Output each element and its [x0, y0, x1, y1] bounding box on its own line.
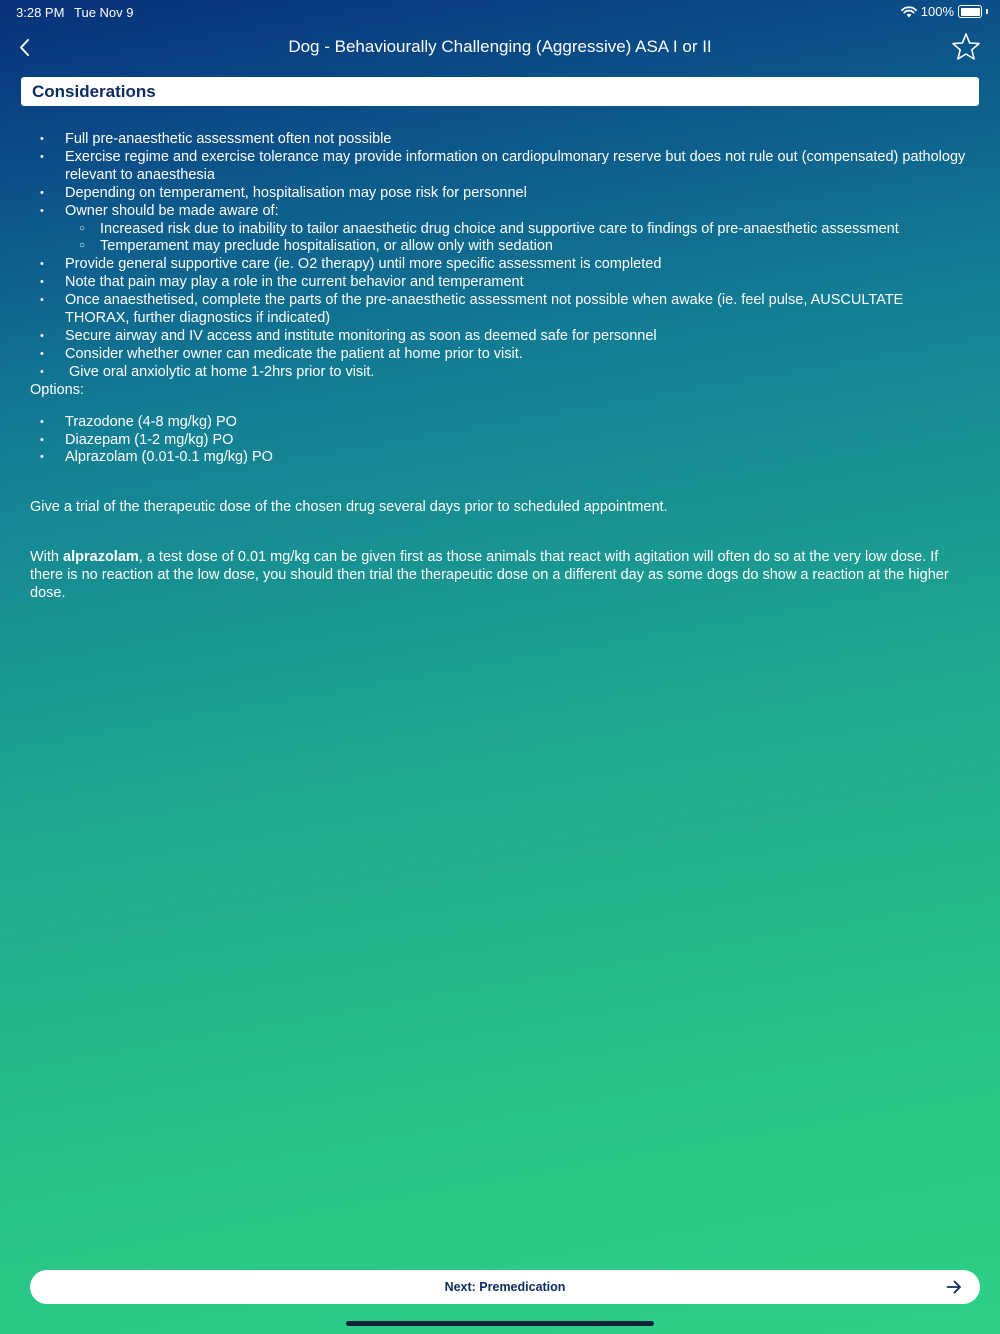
list-item: • Owner should be made aware of:	[30, 203, 970, 221]
arrow-right-icon	[946, 1279, 962, 1295]
option-item: • Diazepam (1-2 mg/kg) PO	[30, 432, 970, 450]
drug-name-bold: alprazolam	[63, 549, 139, 566]
list-item: • Note that pain may play a role in the current behavior and temperament	[30, 274, 970, 292]
list-item: • Consider whether owner can medicate the patient at home prior to visit.	[30, 346, 970, 364]
battery-nub	[986, 9, 988, 14]
list-item: • Give oral anxiolytic at home 1-2hrs prior to visit.	[30, 364, 970, 382]
status-indicators	[901, 4, 988, 19]
options-label: Options:	[30, 381, 84, 398]
status-date: Tue Nov 9	[74, 5, 134, 20]
home-indicator[interactable]	[346, 1321, 654, 1326]
status-time: 3:28 PM	[16, 5, 65, 20]
favorite-button[interactable]	[950, 31, 982, 63]
list-item: • Exercise regime and exercise tolerance may provide information on cardiopulmonary reserve but does not rule out (compensated) pathology relevant to anaesthesia	[30, 149, 970, 185]
sub-list-item: ○ Increased risk due to inability to tailor anaesthetic drug choice and supportive care to findings of pre-anaesthetic assessment	[30, 221, 970, 239]
navigation-bar	[0, 28, 1000, 68]
list-item: • Once anaesthetised, complete the parts of the pre-anaesthetic assessment not possible when awake (ie. feel pulse, AUSCULTATE THORAX, further diagnostics if indicated)	[30, 292, 970, 328]
alprazolam-paragraph: With alprazolam, a test dose of 0.01 mg/kg can be given first as those animals that react with agitation will often do so at the very low dose. If there is no reaction at the low dose, you should then trial the therapeutic dose on a different day as some dogs do show a reaction at the higher dose.	[30, 549, 949, 602]
trial-dose-paragraph: Give a trial of the therapeutic dose of the chosen drug several days prior to scheduled appointment.	[30, 499, 668, 516]
options-list	[30, 414, 970, 468]
page-title: Dog - Behaviourally Challenging (Aggressive) ASA I or II	[288, 37, 712, 56]
battery-percent: 100%	[920, 4, 954, 19]
list-item: • Provide general supportive care (ie. O2 therapy) until more specific assessment is completed	[30, 256, 970, 274]
battery-icon	[958, 5, 982, 18]
considerations-list	[30, 131, 970, 382]
list-item: • Secure airway and IV access and institute monitoring as soon as deemed safe for personnel	[30, 328, 970, 346]
status-bar	[0, 0, 1000, 24]
sub-list-item: ○ Temperament may preclude hospitalisation, or allow only with sedation	[30, 238, 970, 256]
list-item: • Depending on temperament, hospitalisation may pose risk for personnel	[30, 185, 970, 203]
section-header	[21, 77, 979, 106]
star-outline-icon	[950, 31, 982, 63]
list-item: • Full pre-anaesthetic assessment often not possible	[30, 131, 970, 149]
next-premedication-button[interactable]	[30, 1270, 980, 1304]
content-body	[30, 131, 970, 603]
section-title: Considerations	[32, 82, 156, 101]
option-item: • Alprazolam (0.01-0.1 mg/kg) PO	[30, 449, 970, 467]
wifi-icon	[901, 6, 917, 18]
next-button-label: Next: Premedication	[444, 1280, 566, 1294]
option-item: • Trazodone (4-8 mg/kg) PO	[30, 414, 970, 432]
